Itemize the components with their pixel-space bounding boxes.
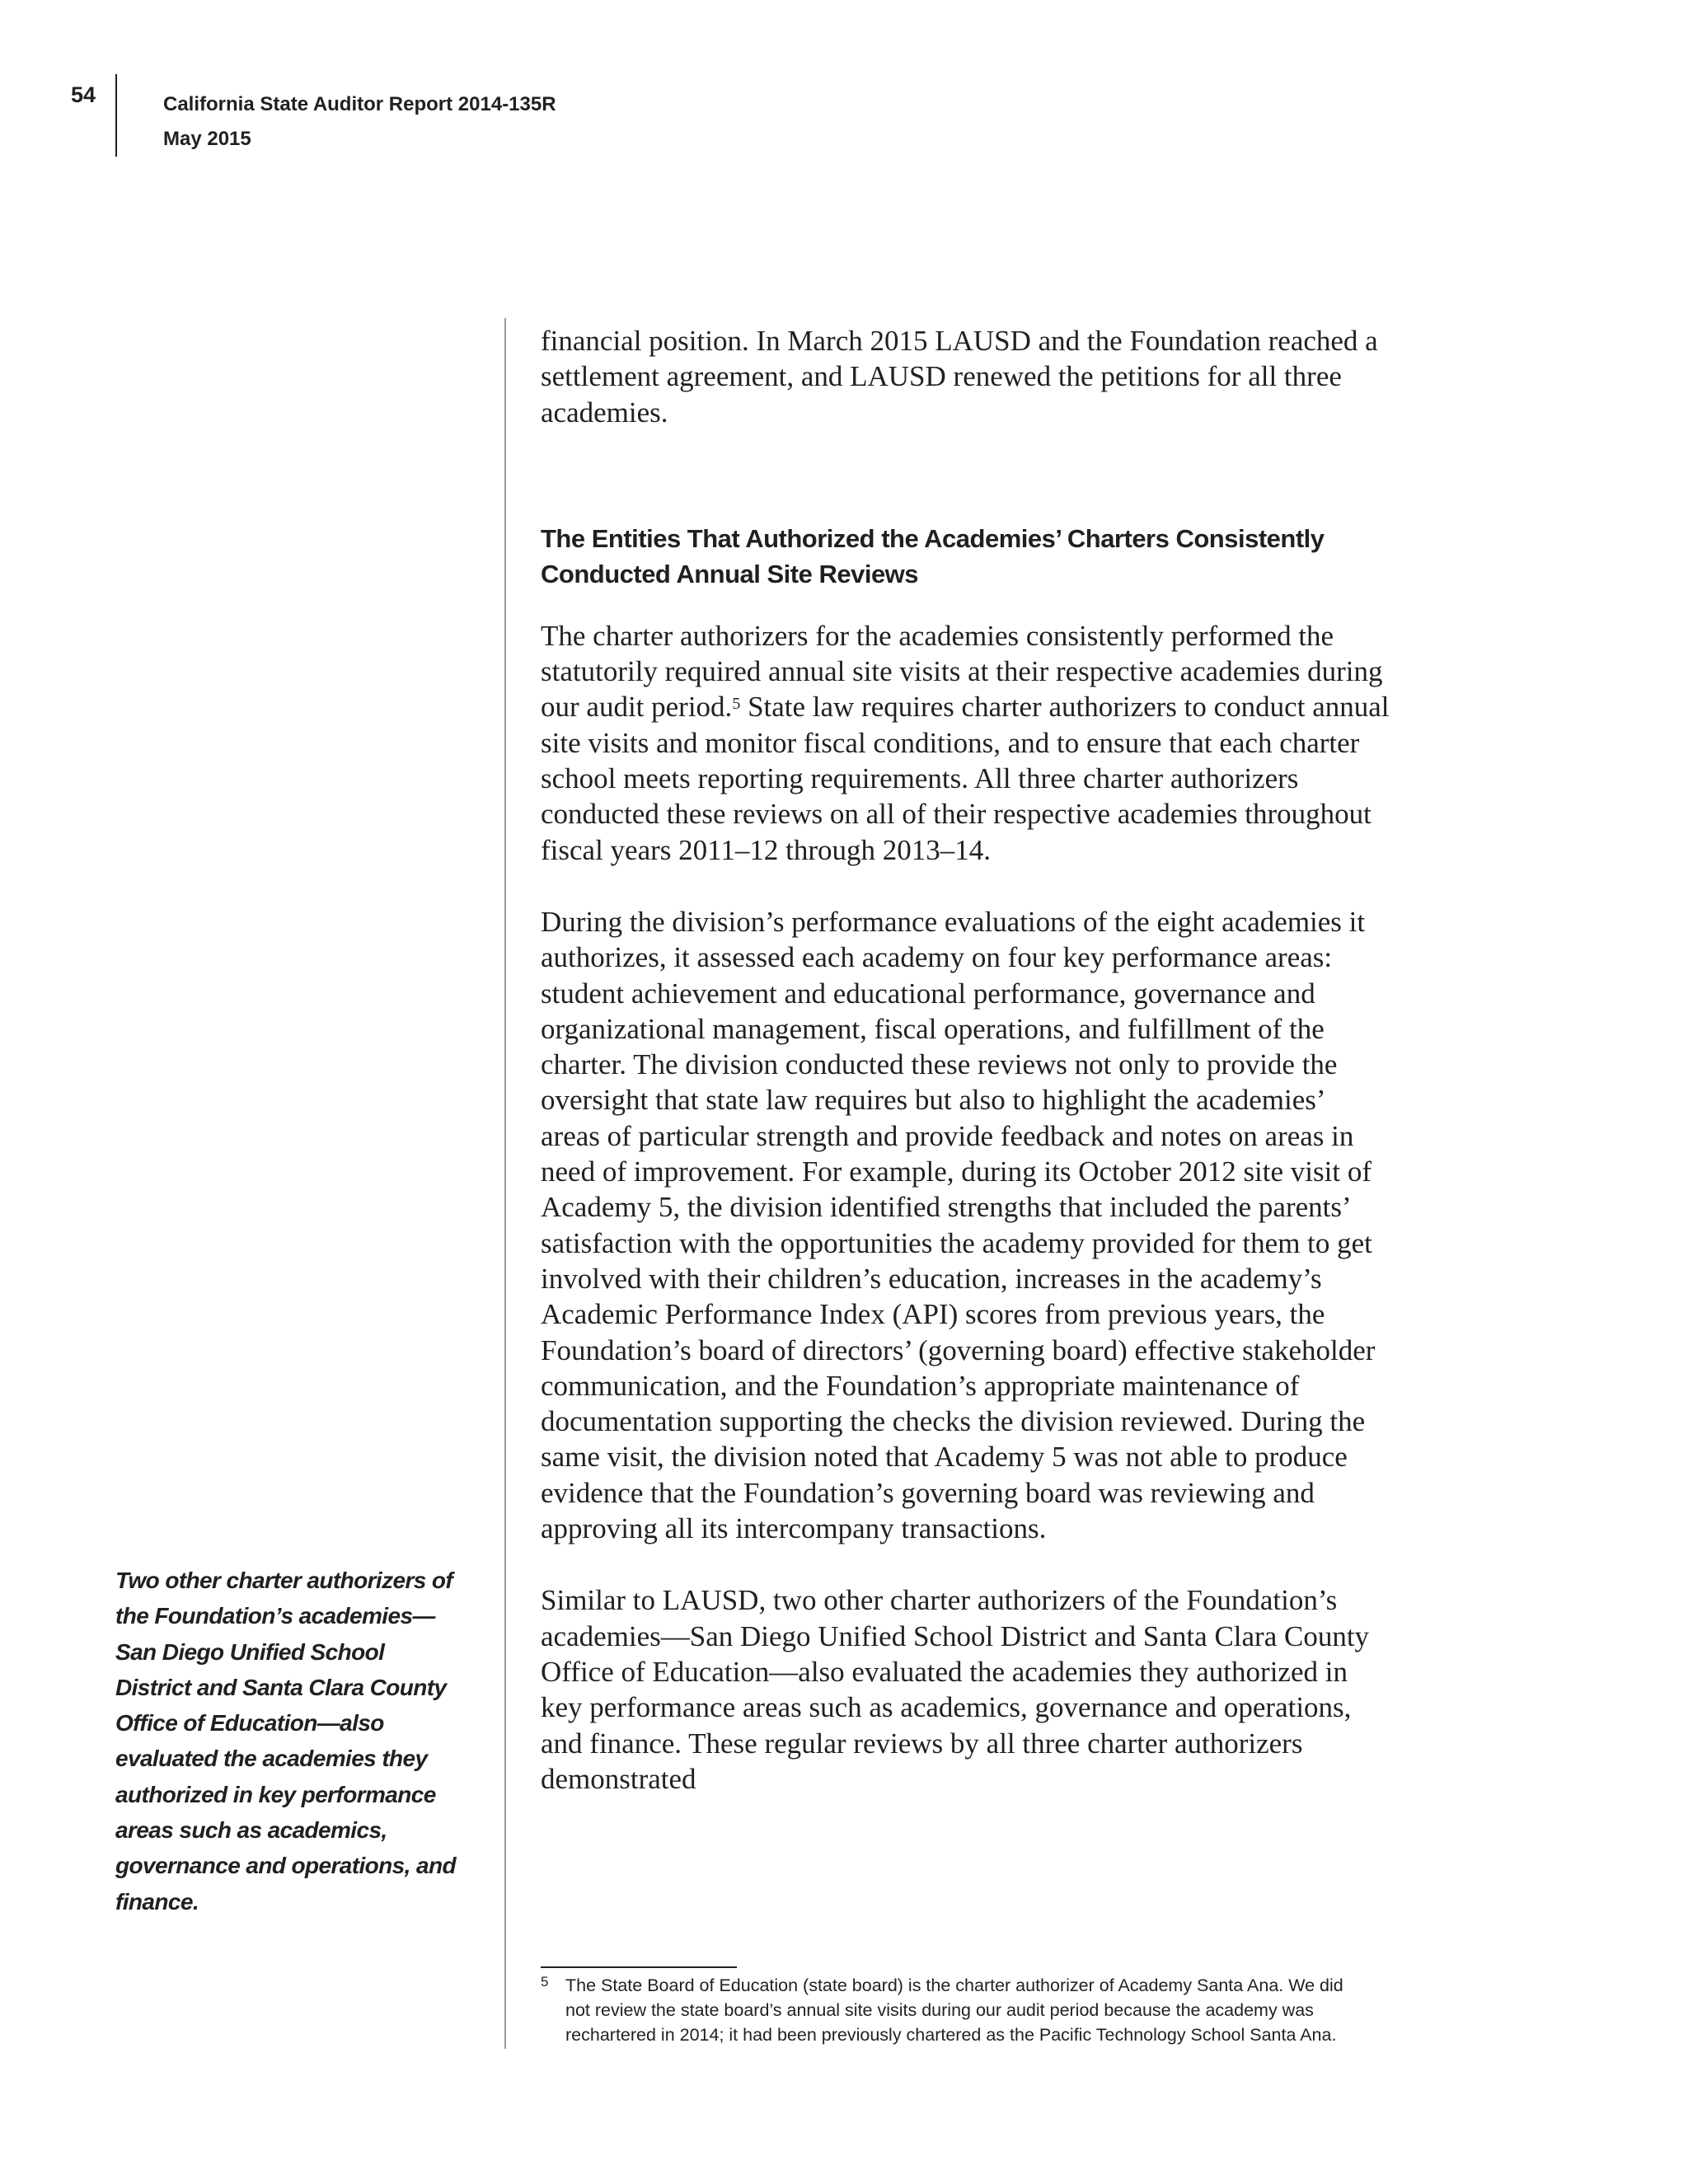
footnote-divider	[541, 1966, 737, 1968]
footnote	[541, 1973, 1365, 2047]
paragraph-3: Similar to LAUSD, two other charter authorizers of the Foundation’s academies—San Diego Unified School District and Santa Clara County Office of Education—also evaluated the academies they authorized in key performance areas such as academics, governance and operations, and finance. These regular reviews by all three charter authorizers demonstrated	[541, 1584, 1370, 1795]
section-heading: The Entities That Authorized the Academies’ Charters Consistently Conducted Annual Site Reviews	[541, 523, 1325, 588]
paragraph-1-text-b: State law requires charter authorizers to conduct annual site visits and monitor fiscal conditions, and to ensure that each charter school meets reporting requirements. All three charter authorizers conducted these reviews on all of their respective academies throughout fiscal years 2011–12 through 2013–14.	[541, 691, 1390, 866]
footnote-text: The State Board of Education (state board) is the charter authorizer of Academy Santa Ana. We did not review the state board’s annual site visits during our audit period because the academy was rechartered in 2014; it had been previously chartered as the Pacific Technology School Santa Ana.	[565, 1975, 1343, 2045]
column-divider	[504, 318, 506, 2049]
main-column	[541, 323, 1390, 1833]
sidebar-callout: Two other charter authorizers of the Foundation’s academies—San Diego Unified School District and Santa Clara County Office of Education—also evaluated the academies they authorized in key performance areas such as academics, governance and operations, and finance.	[115, 1568, 456, 1915]
intro-paragraph: financial position. In March 2015 LAUSD and the Foundation reached a settlement agreement, and LAUSD renewed the petitions for all three academies.	[541, 325, 1378, 429]
report-date: May 2015	[163, 128, 251, 150]
page-number: 54	[71, 82, 96, 107]
paragraph-2: During the division’s performance evaluations of the eight academies it authorizes, it assessed each academy on four key performance areas: student achievement and educational performance, governance and organizational management, fiscal operations, and fulfillment of the charter. The division conducted these reviews not only to provide the oversight that state law requires but also to highlight the academies’ areas of particular strength and provide feedback and notes on areas in need of improvement. For example, during its October 2012 site visit of Academy 5, the division identified strengths that included the parents’ satisfaction with the opportunities the academy provided for them to get involved with their children’s education, increases in the academy’s Academic Performance Index (API) scores from previous years, the Foundation’s board of directors’ (governing board) effective stakeholder communication, and the Foundation’s appropriate maintenance of documentation supporting the checks the division reviewed. During the same visit, the division noted that Academy 5 was not able to produce evidence that the Foundation’s governing board was reviewing and approving all its intercompany transactions.	[541, 905, 1376, 1545]
running-header	[163, 87, 556, 157]
paragraph-1-text-a: The charter authorizers for the academies consistently performed the statutorily required annual site visits at their respective academies during our audit period.	[541, 619, 1383, 724]
footnote-marker: 5	[541, 1974, 549, 1990]
paragraph-1	[541, 618, 1390, 868]
report-title: California State Auditor Report 2014-135R	[163, 93, 556, 115]
header-divider	[115, 74, 117, 157]
footnote-reference: 5	[732, 695, 741, 714]
